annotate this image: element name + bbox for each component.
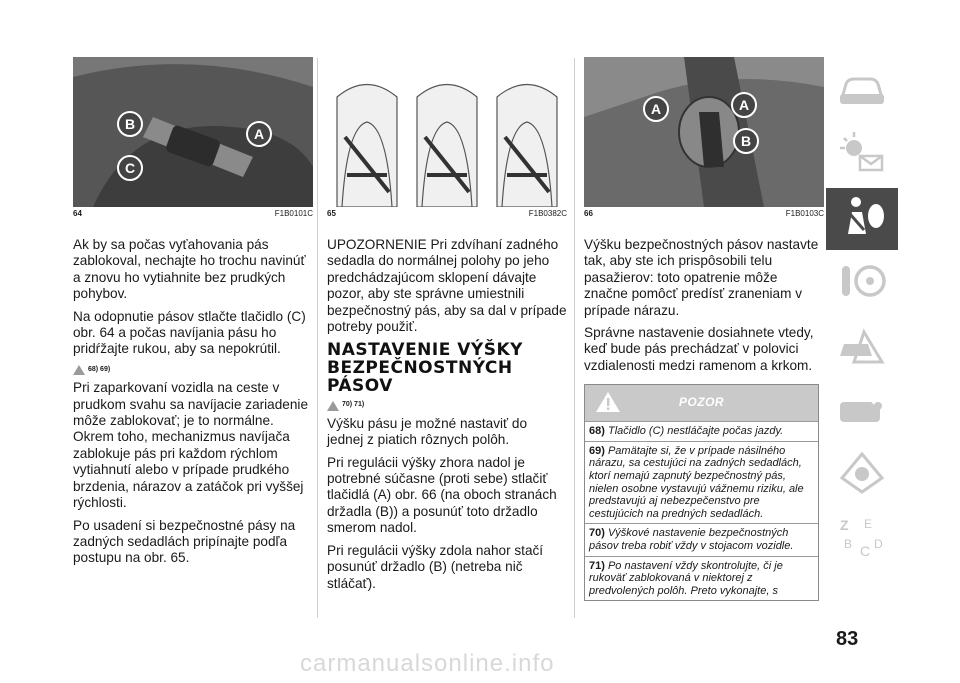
chapter-index-sidebar xyxy=(826,60,898,572)
warning-ref-numbers: 68) 69) xyxy=(88,365,111,373)
figure-code: F1B0382C xyxy=(528,209,567,218)
figure-number: 66 xyxy=(584,209,593,218)
figure-code: F1B0101C xyxy=(274,209,313,218)
svg-text:Z: Z xyxy=(840,517,849,533)
paragraph: Na odopnutie pásov stlačte tlačidlo (C) obr. 64 a počas navíjania pásu ho pridŕžajte rukou, aby sa nepokrútil. xyxy=(73,308,306,357)
column-3 xyxy=(584,57,824,601)
figure-66-image xyxy=(584,57,824,207)
figure-65-caption xyxy=(327,209,567,221)
paragraph: Správne nastavenie dosiahnete vtedy, keď bude pás prechádzať v polovici vzdialenosti medzi ramenom a krkom. xyxy=(584,325,814,373)
svg-text:D: D xyxy=(874,537,883,551)
callout-a: A xyxy=(253,126,265,142)
figure-number: 65 xyxy=(327,209,336,218)
callout-b: B xyxy=(740,133,752,149)
seatbelt-airbag-icon xyxy=(834,192,890,242)
chapter-tab-safety[interactable] xyxy=(826,188,898,250)
figure-66-caption xyxy=(584,209,824,221)
chapter-tab-technical[interactable] xyxy=(826,444,898,506)
svg-text:B: B xyxy=(844,537,853,551)
column-2 xyxy=(327,57,567,598)
warning-box xyxy=(584,384,819,601)
paragraph: Po usadení si bezpečnostné pásy na zadných sedadlách pripínajte podľa postupu na obr. 65. xyxy=(73,517,296,566)
svg-text:C: C xyxy=(860,543,871,559)
page-number: 83 xyxy=(836,628,859,650)
warning-reference xyxy=(327,397,567,413)
figure-64-caption xyxy=(73,209,313,221)
paragraph: UPOZORNENIE Pri zdvíhaní zadného sedadla do normálnej polohy po jeho predchádzajúcom sklopení dávajte pozor, aby ste správne umiestnili bezpečnostný pás, aby sa dal v prípade potreby použiť. xyxy=(327,237,567,335)
warning-item: 71) Po nastavení vždy skontrolujte, či je rukoväť zablokovaná v niektorej z predvolených polôh. Preto vykonajte, s xyxy=(585,556,818,601)
paragraph: Výšku bezpečnostných pásov nastavte tak, aby ste ich prispôsobili telu pasažierov: toto opatrenie môže značne pomôcť predísť zraneniam v prípade nárazu. xyxy=(584,237,819,318)
key-steering-icon xyxy=(834,256,890,306)
index-letters-icon xyxy=(834,512,890,562)
warning-triangle-icon xyxy=(73,365,85,375)
callout-a: A xyxy=(738,97,750,113)
chapter-tab-index[interactable] xyxy=(826,508,898,570)
paragraph: Výšku pásu je možné nastaviť do jednej z piatich rôznych polôh. xyxy=(327,415,528,448)
paragraph: Pri regulácii výšky zhora nadol je potrebné súčasne (proti sebe) stlačiť tlačidlá (A) obr. 66 (na oboch stranách držadla (B)) a posunúť toto držadlo smerom nadol. xyxy=(327,454,557,536)
svg-text:E: E xyxy=(864,517,873,531)
chapter-tab-car[interactable] xyxy=(826,60,898,122)
warning-triangle-icon xyxy=(327,401,339,411)
car-crash-icon xyxy=(834,320,890,370)
warning-item: 70) Výškové nastavenie bezpečnostných pásov treba robiť vždy v stojacom vozidle. xyxy=(585,523,818,555)
callout-b: B xyxy=(124,116,136,132)
chapter-tab-emergency[interactable] xyxy=(826,316,898,378)
warning-ref-numbers: 70) 71) xyxy=(342,401,365,409)
warning-box-title: POZOR xyxy=(678,395,725,410)
section-heading: NASTAVENIE VÝŠKY BEZPEČNOSTNÝCH PÁSOV xyxy=(327,340,523,397)
figure-64-image xyxy=(73,57,313,207)
paragraph: Ak by sa počas vyťahovania pás zablokoval, nechajte ho trochu navinúť a znovu ho vytiahnite bez prudkých pohybov. xyxy=(73,237,306,302)
warning-reference xyxy=(73,362,313,378)
chapter-tab-maintenance[interactable] xyxy=(826,380,898,442)
figure-number: 64 xyxy=(73,209,82,218)
wrench-car-icon xyxy=(834,384,890,434)
paragraph: Pri zaparkovaní vozidla na ceste v prudkom svahu sa navíjacie zariadenie môže zablokovať; je to normálne. Okrem toho, mechanizmus navíjača zablokuje pás pri každom rýchlom vytiahnutí alebo v prípade prudkého brzdenia, nárazov a zatáčok pri vyššej rýchlosti. xyxy=(73,380,309,511)
warning-lights-icon xyxy=(834,128,890,178)
callout-a: A xyxy=(650,101,662,117)
figure-code: F1B0103C xyxy=(785,209,824,218)
multimedia-icon xyxy=(834,448,890,498)
chapter-tab-warning-lights[interactable] xyxy=(826,124,898,186)
warning-box-header xyxy=(585,385,818,421)
watermark: carmanualsonline.info xyxy=(300,650,555,677)
column-divider xyxy=(574,58,575,618)
paragraph: Pri regulácii výšky zdola nahor stačí posunúť držadlo (B) (netreba nič stláčať). xyxy=(327,542,544,591)
chapter-tab-starting[interactable] xyxy=(826,252,898,314)
figure-65-image xyxy=(327,57,567,207)
column-1 xyxy=(73,57,313,573)
callout-c: C xyxy=(124,160,136,176)
warning-item: 69) Pamätajte si, že v prípade násilného nárazu, sa cestujúci na zadných sedadlách, ktorí nemajú zapnutý bezpečnostný pás, nielen osobne vystavujú vážnemu riziku, ale predstavujú aj nebezpečenstvo pre cestujúcich na predných sedadlách. xyxy=(585,441,818,524)
column-divider xyxy=(317,58,318,618)
warning-item: 68) Tlačidlo (C) nestláčajte počas jazdy. xyxy=(585,421,818,441)
car-icon xyxy=(834,64,890,114)
